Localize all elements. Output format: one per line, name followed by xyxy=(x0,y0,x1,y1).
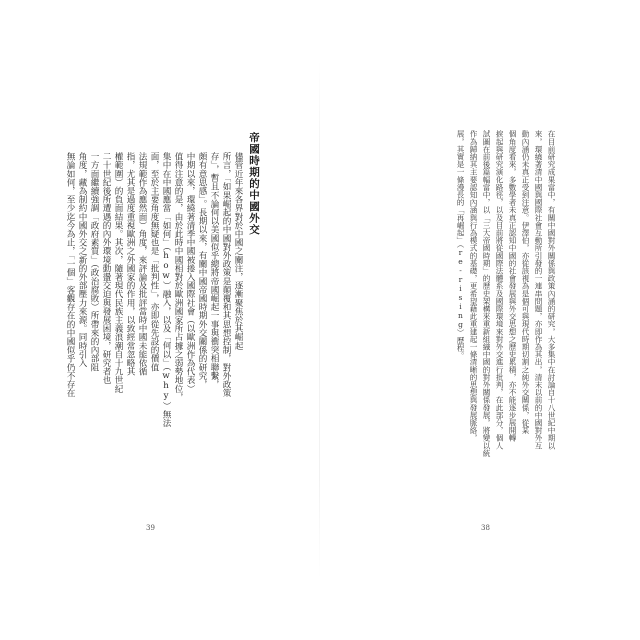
page-number: 38 xyxy=(481,524,490,532)
body-column: 個角度看來，多數學者未真正認知中國的社會發展與外交思想之歷史累積，亦不能逐步展開轉 xyxy=(508,130,517,442)
body-column: 角度，藏為制約中國外交之新的外部壓力來源。同時引入 xyxy=(77,152,87,367)
body-column: 捩起與研究演化路徑，以及目前將從國際法體系及國際環境來對外交進行批判，在此部分，個人 xyxy=(495,130,504,450)
body-column: 動內涵仍未真正受到注意。伊澤伯，亦從該視為是個可與現代時期切割之純外交關係，從某 xyxy=(521,130,530,434)
body-column: 二十世紀後所遭遇的內外環境動盪交迫與發展困境，研究者也 xyxy=(101,152,111,385)
body-column: 面，至於主要角度無疑也是「批判性」，亦即從先設的價值 xyxy=(149,152,159,372)
body-column: 存」，暫且不論何以美國似乎總將帝國崛起一事與衝突相聯繫， xyxy=(209,152,219,389)
body-column: 權範圍）的負面結果。其次，隨著現代民族主義浪潮自十九世紀 xyxy=(113,152,123,393)
body-column: 值得注意的是，由於此時中國相對於歐洲國家所占據之弱勢地位， xyxy=(173,152,183,402)
body-column: 展，其實是一條漫長的「再崛起」（re-rising）歷程。 xyxy=(456,130,465,360)
body-column: 所言，「如果崛起的中國對外政策是顛覆和其思想控制，對外政策 xyxy=(221,152,231,398)
body-column: 一方面繼續強調「政府素質」（政治腐敗）所帶來的內部阻 xyxy=(89,152,99,372)
body-column: 中期以來，環繞著清季中國被捲入國際社會（以歐洲作為代表） xyxy=(185,152,195,393)
body-column: 指，尤其是過度重視歐洲之外國家的作用，以致經常忽略其 xyxy=(125,152,135,376)
body-column: 無論如何，至少迄今為止，「一個」客觀存在的中國似乎仍不存在 xyxy=(65,152,75,398)
body-column: 試圖在前後篇幅當中，以「三大帝國時期」的歷史架構來重新組織中國的對外關係發展，將變以統 xyxy=(482,130,491,457)
body-column: 法規範作為應然面）角度，來評論及批評當時中國未能依循 xyxy=(137,152,147,376)
right-page xyxy=(320,0,640,640)
body-column: 在目前研究成果當中，有關中國對外關係與政策內涵的研究，大多集中在討論自十八世紀中期以 xyxy=(547,130,556,450)
section-title: 帝國時期的中國外交 xyxy=(248,132,260,236)
body-column: 來，環繞著清中國與國際社會互動所引發的一連串問題，亦即作為其出，清末以前的中國對外互 xyxy=(534,130,543,450)
body-column: 儘管近年來各界對於中國之關注，逐漸聚焦於其崛起 xyxy=(233,152,243,350)
body-column: 頗有意思感」。長期以來，有關中國帝國時期外交關係的研究， xyxy=(197,152,207,389)
body-column: 集中在中國應當「如何」（how）融入，以及「何以」（why）無法 xyxy=(161,152,171,427)
body-column: 作為歸納其主要認知內涵與行為模式的基礎，更希望藉此重建起一條清晰的思想與發展脈絡， xyxy=(469,130,478,442)
page-number: 39 xyxy=(146,524,155,532)
